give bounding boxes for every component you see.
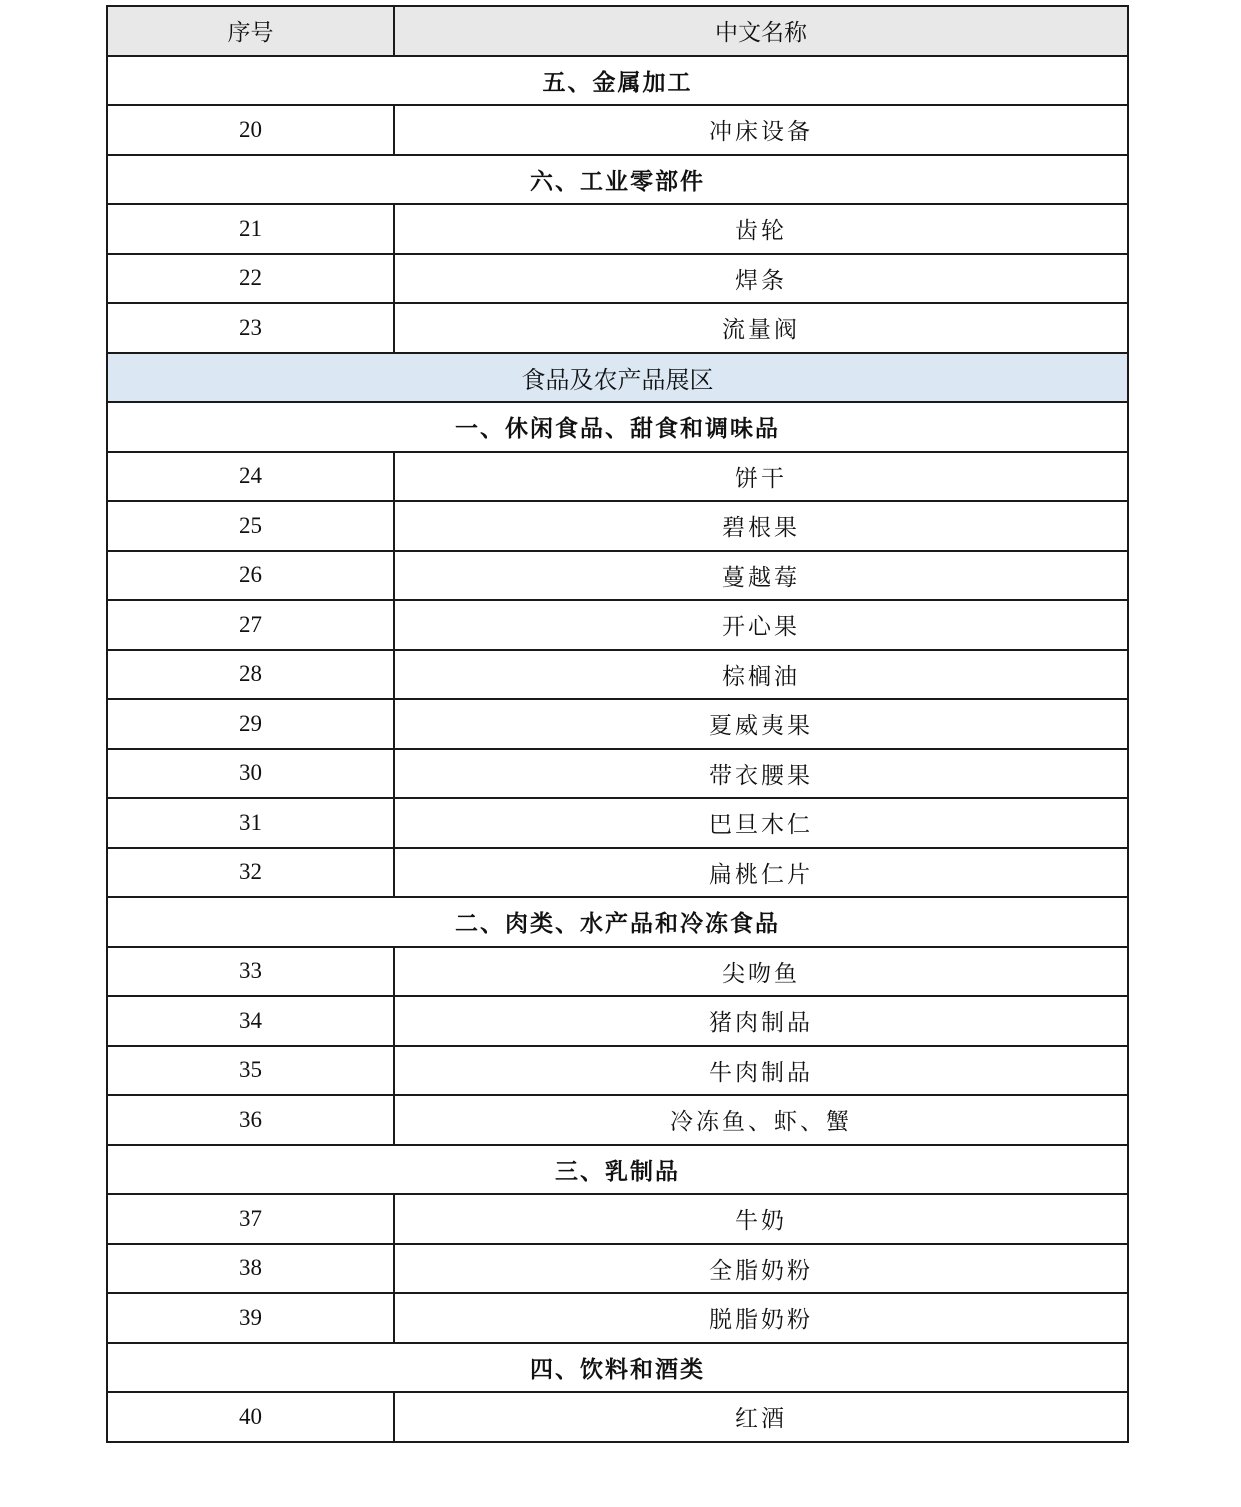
zone-label: 食品及农产品展区 xyxy=(107,353,1128,403)
category-label: 三、乳制品 xyxy=(107,1145,1128,1195)
row-name: 尖吻鱼 xyxy=(394,947,1128,997)
row-name: 焊条 xyxy=(394,254,1128,304)
row-name: 齿轮 xyxy=(394,204,1128,254)
row-name: 全脂奶粉 xyxy=(394,1244,1128,1294)
table-row xyxy=(107,551,1128,601)
row-index: 29 xyxy=(107,699,394,749)
row-index: 26 xyxy=(107,551,394,601)
row-index: 35 xyxy=(107,1046,394,1096)
row-index: 20 xyxy=(107,105,394,155)
category-row xyxy=(107,897,1128,947)
row-name: 夏威夷果 xyxy=(394,699,1128,749)
row-index: 39 xyxy=(107,1293,394,1343)
category-label: 六、工业零部件 xyxy=(107,155,1128,205)
row-index: 37 xyxy=(107,1194,394,1244)
table-row xyxy=(107,1046,1128,1096)
table-row xyxy=(107,600,1128,650)
category-label: 二、肉类、水产品和冷冻食品 xyxy=(107,897,1128,947)
row-name: 猪肉制品 xyxy=(394,996,1128,1046)
table-row xyxy=(107,650,1128,700)
row-name: 开心果 xyxy=(394,600,1128,650)
row-name: 流量阀 xyxy=(394,303,1128,353)
table-row xyxy=(107,1194,1128,1244)
header-name: 中文名称 xyxy=(394,6,1128,56)
row-name: 棕榈油 xyxy=(394,650,1128,700)
header-index: 序号 xyxy=(107,6,394,56)
table-row xyxy=(107,1392,1128,1442)
table-row xyxy=(107,303,1128,353)
product-table xyxy=(106,5,1129,1443)
row-index: 30 xyxy=(107,749,394,799)
table-row xyxy=(107,1095,1128,1145)
row-name: 红酒 xyxy=(394,1392,1128,1442)
row-name: 冷冻鱼、虾、蟹 xyxy=(394,1095,1128,1145)
row-name: 脱脂奶粉 xyxy=(394,1293,1128,1343)
row-name: 冲床设备 xyxy=(394,105,1128,155)
row-index: 33 xyxy=(107,947,394,997)
category-label: 一、休闲食品、甜食和调味品 xyxy=(107,402,1128,452)
row-index: 34 xyxy=(107,996,394,1046)
table-row xyxy=(107,749,1128,799)
category-row xyxy=(107,56,1128,106)
table-row xyxy=(107,204,1128,254)
row-name: 带衣腰果 xyxy=(394,749,1128,799)
row-name: 饼干 xyxy=(394,452,1128,502)
zone-row xyxy=(107,353,1128,403)
row-index: 23 xyxy=(107,303,394,353)
row-name: 牛奶 xyxy=(394,1194,1128,1244)
row-index: 38 xyxy=(107,1244,394,1294)
table-row xyxy=(107,947,1128,997)
row-index: 21 xyxy=(107,204,394,254)
row-name: 牛肉制品 xyxy=(394,1046,1128,1096)
row-index: 27 xyxy=(107,600,394,650)
row-index: 22 xyxy=(107,254,394,304)
row-index: 28 xyxy=(107,650,394,700)
row-index: 25 xyxy=(107,501,394,551)
category-row xyxy=(107,402,1128,452)
row-name: 巴旦木仁 xyxy=(394,798,1128,848)
table-row xyxy=(107,699,1128,749)
category-label: 五、金属加工 xyxy=(107,56,1128,106)
row-index: 40 xyxy=(107,1392,394,1442)
table-row xyxy=(107,1244,1128,1294)
category-row xyxy=(107,155,1128,205)
table-row xyxy=(107,452,1128,502)
row-index: 32 xyxy=(107,848,394,898)
table-row xyxy=(107,254,1128,304)
row-name: 扁桃仁片 xyxy=(394,848,1128,898)
row-index: 24 xyxy=(107,452,394,502)
table-header-row xyxy=(107,6,1128,56)
row-index: 36 xyxy=(107,1095,394,1145)
table-row xyxy=(107,105,1128,155)
row-index: 31 xyxy=(107,798,394,848)
category-label: 四、饮料和酒类 xyxy=(107,1343,1128,1393)
table-row xyxy=(107,996,1128,1046)
row-name: 蔓越莓 xyxy=(394,551,1128,601)
category-row xyxy=(107,1145,1128,1195)
table-row xyxy=(107,501,1128,551)
table-row xyxy=(107,1293,1128,1343)
table-row xyxy=(107,798,1128,848)
table-row xyxy=(107,848,1128,898)
category-row xyxy=(107,1343,1128,1393)
row-name: 碧根果 xyxy=(394,501,1128,551)
table-body xyxy=(107,56,1128,1442)
